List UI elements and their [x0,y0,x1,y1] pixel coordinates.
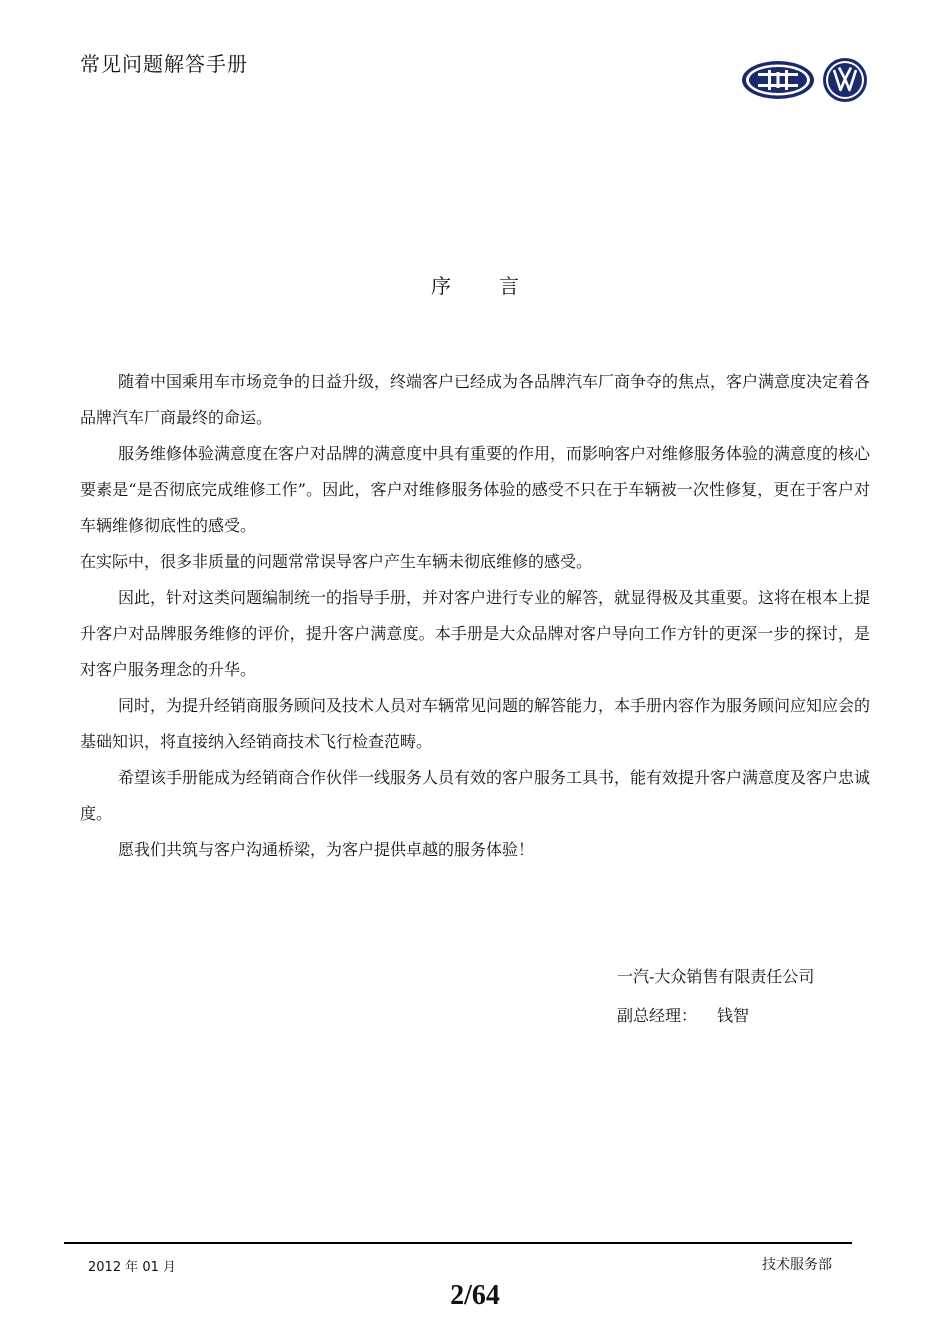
preface-paragraph: 希望该手册能成为经销商合作伙伴一线服务人员有效的客户服务工具书，能有效提升客户满意度及客户忠诚度。 [80,768,871,823]
footer-divider [64,1242,852,1244]
document-header-title: 常见问题解答手册 [80,52,248,76]
footer-date: 2012 年 01 月 [88,1260,177,1275]
preface-title-left: 序 [431,274,451,298]
signature-company: 一汽-大众销售有限责任公司 [617,967,815,986]
signature-line [617,1003,749,1026]
page-number: 2/64 [450,1280,500,1311]
preface-paragraph: 因此，针对这类问题编制统一的指导手册，并对客户进行专业的解答，就显得极及其重要。这将在根本上提升客户对品牌服务维修的评价，提升客户满意度。本手册是大众品牌对客户导向工作方针的更深一步的探讨，是对客户服务理念的升华。 [80,588,871,679]
preface-paragraph: 随着中国乘用车市场竞争的日益升级，终端客户已经成为各品牌汽车厂商争夺的焦点，客户满意度决定着各品牌汽车厂商最终的命运。 [80,372,871,427]
preface-paragraph: 同时，为提升经销商服务顾问及技术人员对车辆常见问题的解答能力，本手册内容作为服务顾问应知应会的基础知识，将直接纳入经销商技术飞行检查范畴。 [80,696,871,751]
preface-paragraph: 在实际中，很多非质量的问题常常误导客户产生车辆未彻底维修的感受。 [80,552,593,571]
preface-paragraph: 服务维修体验满意度在客户对品牌的满意度中具有重要的作用，而影响客户对维修服务体验的满意度的核心要素是“是否彻底完成维修工作”。因此，客户对维修服务体验的感受不只在于车辆被一次性修复，更在于客户对车辆维修彻底性的感受。 [80,444,871,535]
faw-logo-icon [741,60,815,100]
preface-paragraph: 愿我们共筑与客户沟通桥梁，为客户提供卓越的服务体验！ [118,840,535,859]
vw-logo-icon [822,57,868,103]
preface-body [80,364,870,868]
preface-title-right: 言 [499,274,519,298]
footer-department: 技术服务部 [762,1257,832,1273]
signature-role: 副总经理： [617,1006,698,1025]
preface-title [0,270,950,299]
signature-name: 钱智 [717,1006,750,1025]
